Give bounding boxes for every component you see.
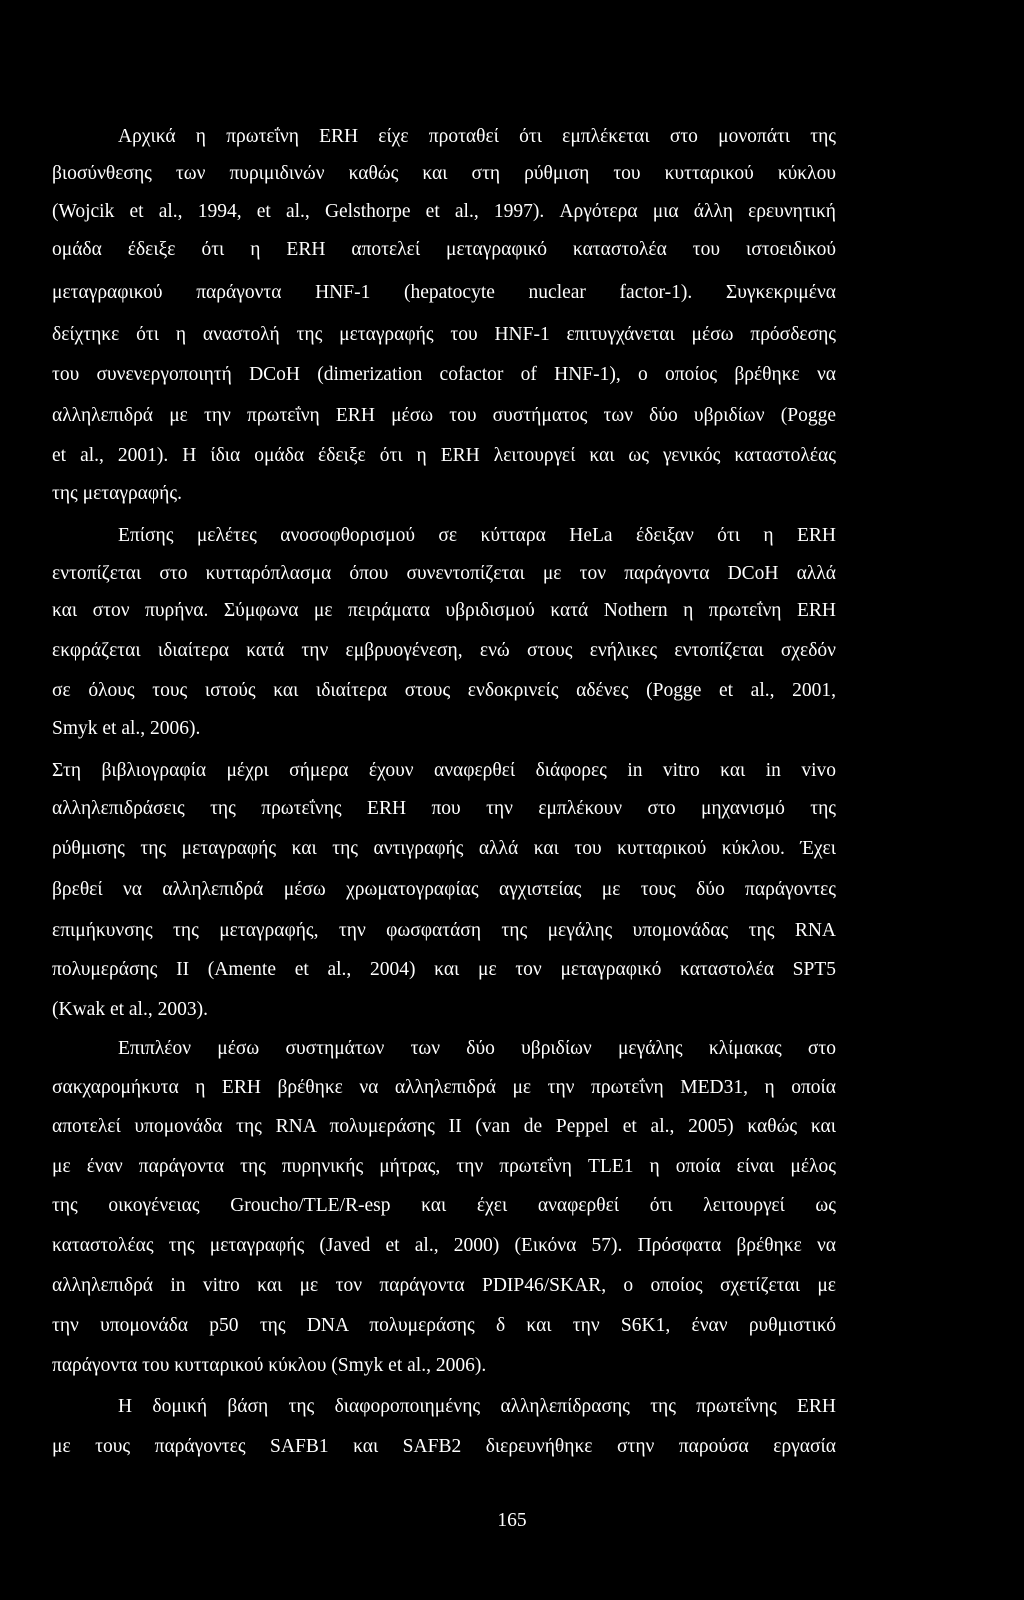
text-line: σε όλους τους ιστούς και ιδιαίτερα στους ενδοκρινείς αδένες (Pogge et al., 2001, [52,680,836,701]
text-line: καταστολέας της μεταγραφής (Javed et al., 2000) (Εικόνα 57). Πρόσφατα βρέθηκε να [52,1235,836,1256]
text-line: με έναν παράγοντα της πυρηνικής μήτρας, την πρωτεΐνη TLE1 η οποία είναι μέλος [52,1156,836,1177]
text-line: εκφράζεται ιδιαίτερα κατά την εμβρυογένεση, ενώ στους ενήλικες εντοπίζεται σχεδόν [52,640,836,661]
text-line: εντοπίζεται στο κυτταρόπλασμα όπου συνεντοπίζεται με τον παράγοντα DCoH αλλά [52,563,836,584]
text-line: ομάδα έδειξε ότι η ERH αποτελεί μεταγραφικό καταστολέα του ιστοειδικού [52,239,836,260]
text-line: Στη βιβλιογραφία μέχρι σήμερα έχουν αναφερθεί διάφορες in vitro και in vivo [52,760,836,781]
text-line: Η δομική βάση της διαφοροποιημένης αλληλεπίδρασης της πρωτεΐνης ERH [118,1396,836,1417]
text-line: παράγοντα του κυτταρικού κύκλου (Smyk et al., 2006). [52,1355,487,1376]
text-line: αλληλεπιδρά in vitro και με τον παράγοντα PDIP46/SKAR, ο οποίος σχετίζεται με [52,1275,836,1296]
text-line: αλληλεπιδρά με την πρωτεΐνη ERH μέσω του συστήματος των δύο υβριδίων (Pogge [52,405,836,426]
page-number: 165 [497,1510,527,1531]
text-line: του συνενεργοποιητή DCoH (dimerization cofactor of HNF-1), ο οποίος βρέθηκε να [52,364,836,385]
text-line: σακχαρομήκυτα η ERH βρέθηκε να αλληλεπιδρά με την πρωτεΐνη MED31, η οποία [52,1077,836,1098]
text-line: πολυμεράσης II (Amente et al., 2004) και με τον μεταγραφικό καταστολέα SPT5 [52,959,836,980]
text-line: της οικογένειας Groucho/TLE/R-esp και έχει αναφερθεί ότι λειτουργεί ως [52,1195,836,1216]
text-line: (Kwak et al., 2003). [52,999,208,1020]
text-line: την υπομονάδα p50 της DNA πολυμεράσης δ και την S6K1, έναν ρυθμιστικό [52,1315,836,1336]
text-line: και στον πυρήνα. Σύμφωνα με πειράματα υβριδισμού κατά Nothern η πρωτεΐνη ERH [52,600,836,621]
text-line: βιοσύνθεσης των πυριμιδινών καθώς και στη ρύθμιση του κυτταρικού κύκλου [52,163,836,184]
text-line: Επιπλέον μέσω συστημάτων των δύο υβριδίων μεγάλης κλίμακας στο [118,1038,836,1059]
text-line: et al., 2001). Η ίδια ομάδα έδειξε ότι η ERH λειτουργεί και ως γενικός καταστολέας [52,445,836,466]
text-line: ρύθμισης της μεταγραφής και της αντιγραφής αλλά και του κυτταρικού κύκλου. Έχει [52,838,836,859]
text-line: δείχτηκε ότι η αναστολή της μεταγραφής του HNF-1 επιτυγχάνεται μέσω πρόσδεσης [52,324,836,345]
text-line: αλληλεπιδράσεις της πρωτεΐνης ERH που την εμπλέκουν στο μηχανισμό της [52,798,836,819]
text-line: αποτελεί υπομονάδα της RNA πολυμεράσης II (van de Peppel et al., 2005) καθώς και [52,1116,836,1137]
text-line: Επίσης μελέτες ανοσοφθορισμού σε κύτταρα HeLa έδειξαν ότι η ERH [118,525,836,546]
text-line: Αρχικά η πρωτεΐνη ERH είχε προταθεί ότι εμπλέκεται στο μονοπάτι της [118,126,836,147]
text-line: Smyk et al., 2006). [52,718,201,739]
text-line: βρεθεί να αλληλεπιδρά μέσω χρωματογραφίας αγχιστείας με τους δύο παράγοντες [52,879,836,900]
text-line: της μεταγραφής. [52,483,182,504]
text-line: μεταγραφικού παράγοντα HNF-1 (hepatocyte nuclear factor-1). Συγκεκριμένα [52,282,836,303]
text-line: επιμήκυνσης της μεταγραφής, την φωσφατάση της μεγάλης υπομονάδας της RNA [52,920,836,941]
text-line: (Wojcik et al., 1994, et al., Gelsthorpe et al., 1997). Αργότερα μια άλλη ερευνητική [52,201,836,222]
text-line: με τους παράγοντες SAFB1 και SAFB2 διερευνήθηκε στην παρούσα εργασία [52,1436,836,1457]
